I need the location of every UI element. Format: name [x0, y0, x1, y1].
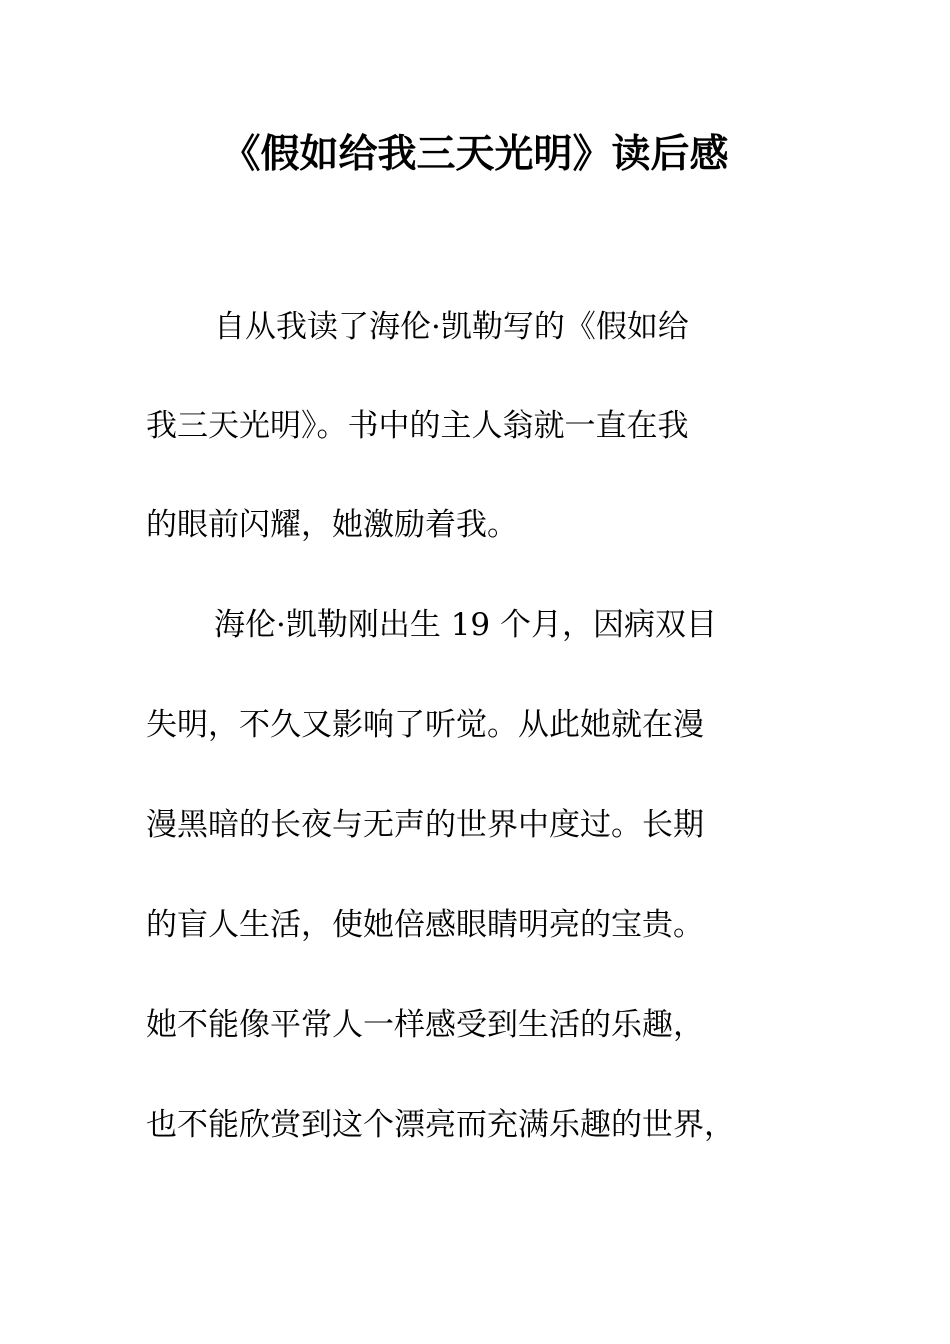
- paragraph-line: 自从我读了海伦·凯勒写的《假如给: [214, 309, 689, 345]
- paragraph-line: 海伦·凯勒刚出生 19 个月，因病双目: [214, 607, 718, 643]
- paragraph-line: 也不能欣赏到这个漂亮而充满乐趣的世界，: [146, 1107, 735, 1143]
- paragraph-line: 的盲人生活，使她倍感眼睛明亮的宝贵。: [146, 907, 704, 943]
- paragraph-line: 的眼前闪耀，她激励着我。: [146, 507, 518, 543]
- paragraph-line: 漫黑暗的长夜与无声的世界中度过。长期: [146, 807, 704, 843]
- paragraph-line: 失明，不久又影响了听觉。从此她就在漫: [146, 707, 704, 743]
- paragraph-line: 我三天光明》。书中的主人翁就一直在我: [146, 408, 689, 444]
- page-title: 《假如给我三天光明》读后感: [221, 131, 729, 177]
- paragraph-line: 她不能像平常人一样感受到生活的乐趣，: [146, 1007, 704, 1043]
